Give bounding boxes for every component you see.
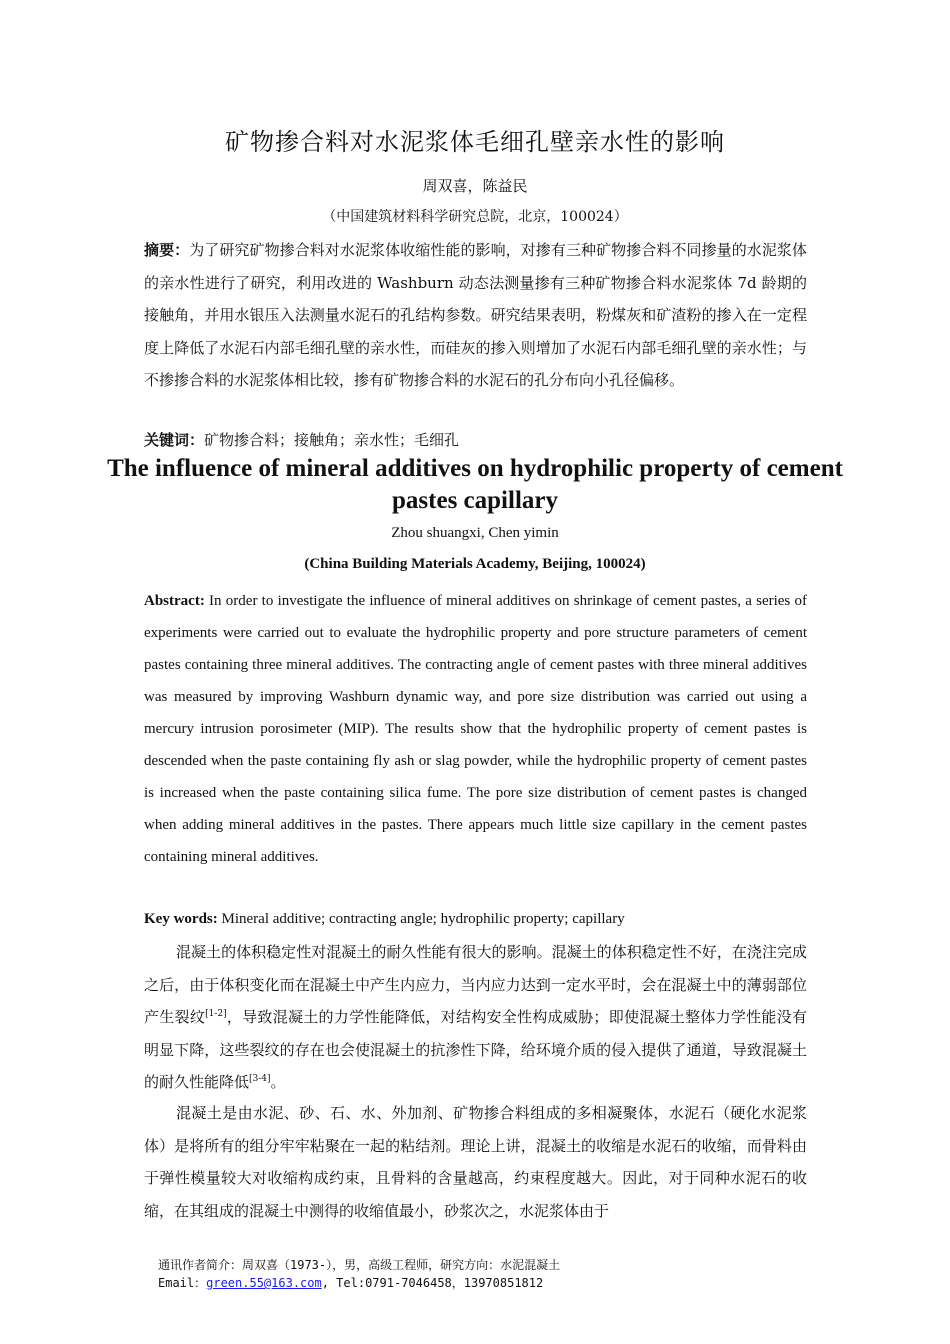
chinese-affiliation: （中国建筑材料科学研究总院，北京，100024） [322, 209, 628, 225]
footnote [158, 1256, 818, 1292]
english-affiliation: (China Building Materials Academy, Beijing, 100024) [304, 556, 646, 572]
email-label: Email： [158, 1276, 207, 1290]
chinese-keywords [144, 427, 807, 453]
chinese-keywords-label: 关键词： [144, 431, 205, 449]
telephone: , Tel:0791-7046458，13970851812 [321, 1276, 544, 1290]
english-abstract-text: In order to investigate the influence of mineral additives on shrinkage of cement pastes, a series of experiments were carried out to evaluate the hydrophilic property and pore structure parameters of cement pastes containing three mineral additives. The contracting angle of cement pastes with three mineral additives was measured by improving Washburn dynamic way, and pore size distribution was carried out using a mercury intrusion porosimeter (MIP). The results show that the hydrophilic property of cement pastes is descended when the paste containing fly ash or slag powder, while the hydrophilic property of cement pastes is increased when the paste containing silica fume. The pore size distribution of cement pastes is changed when adding mineral additives in the pastes. There appears much little size capillary in the cement pastes containing mineral additives. [144, 593, 807, 865]
chinese-abstract-text: 为了研究矿物掺合料对水泥浆体收缩性能的影响，对掺有三种矿物掺合料不同掺量的水泥浆体的亲水性进行了研究，利用改进的 Washburn 动态法测量掺有三种矿物掺合料水泥浆体 7d 龄期的接触角，并用水银压入法测量水泥石的孔结构参数。研究结果表明，粉煤灰和矿渣粉的掺入在一定程度上降低了水泥石内部毛细孔壁的亲水性，而硅灰的掺入则增加了水泥石内部毛细孔壁的亲水性；与不掺掺合料的水泥浆体相比较，掺有矿物掺合料的水泥石的孔分布向小孔径偏移。 [144, 241, 807, 389]
english-keywords-text: Mineral additive; contracting angle; hydrophilic property; capillary [217, 911, 625, 927]
chinese-abstract-label: 摘要： [144, 241, 190, 259]
english-keywords-label: Key words: [144, 911, 218, 927]
chinese-title: 矿物掺合料对水泥浆体毛细孔壁亲水性的影响 [225, 128, 725, 156]
chinese-abstract [144, 234, 807, 397]
body-paragraph-2: 混凝土是由水泥、砂、石、水、外加剂、矿物掺合料组成的多相凝聚体，水泥石（硬化水泥浆体）是将所有的组分牢牢粘聚在一起的粘结剂。理论上讲，混凝土的收缩是水泥石的收缩，而骨料由于弹性模量较大对收缩构成约束，且骨料的含量越高，约束程度越大。因此，对于同种水泥石的收缩，在其组成的混凝土中测得的收缩值最小，砂浆次之，水泥浆体由于 [144, 1104, 807, 1220]
english-abstract [144, 585, 807, 873]
english-abstract-label: Abstract: [144, 593, 205, 609]
english-authors: Zhou shuangxi, Chen yimin [391, 525, 559, 541]
chinese-keywords-text: 矿物掺合料；接触角；亲水性；毛细孔 [204, 431, 460, 449]
footnote-contact [158, 1274, 818, 1292]
p1-text-a: 混凝土的体积稳定性对混凝土的耐久性能有很大的影响。混凝土的体积稳定性不好，在浇注完成之后，由于体积变化而在混凝土中产生内应力，当内应力达到一定水平时，会在混凝土中的薄弱部位产生裂纹 [144, 943, 807, 1026]
p1-text-c: 。 [270, 1073, 286, 1091]
citation-1-2: [1-2] [205, 1009, 227, 1019]
email-link[interactable]: green.55@163.com [206, 1276, 322, 1290]
citation-3-4: [3-4] [249, 1074, 271, 1084]
body-paragraph-1 [144, 936, 807, 1099]
chinese-authors: 周双喜，陈益民 [422, 177, 528, 195]
english-keywords [144, 906, 807, 932]
english-title: The influence of mineral additives on hydrophilic property of cement pastes capillary [107, 455, 843, 514]
p1-text-b: ，导致混凝土的力学性能降低，对结构安全性构成威胁；即使混凝土整体力学性能没有明显下降，这些裂纹的存在也会使混凝土的抗渗性下降，给环境介质的侵入提供了通道，导致混凝土的耐久性能降低 [144, 1008, 807, 1091]
footnote-author-info: 通讯作者简介：周双喜（1973-），男，高级工程师，研究方向：水泥混凝土 [158, 1258, 561, 1272]
